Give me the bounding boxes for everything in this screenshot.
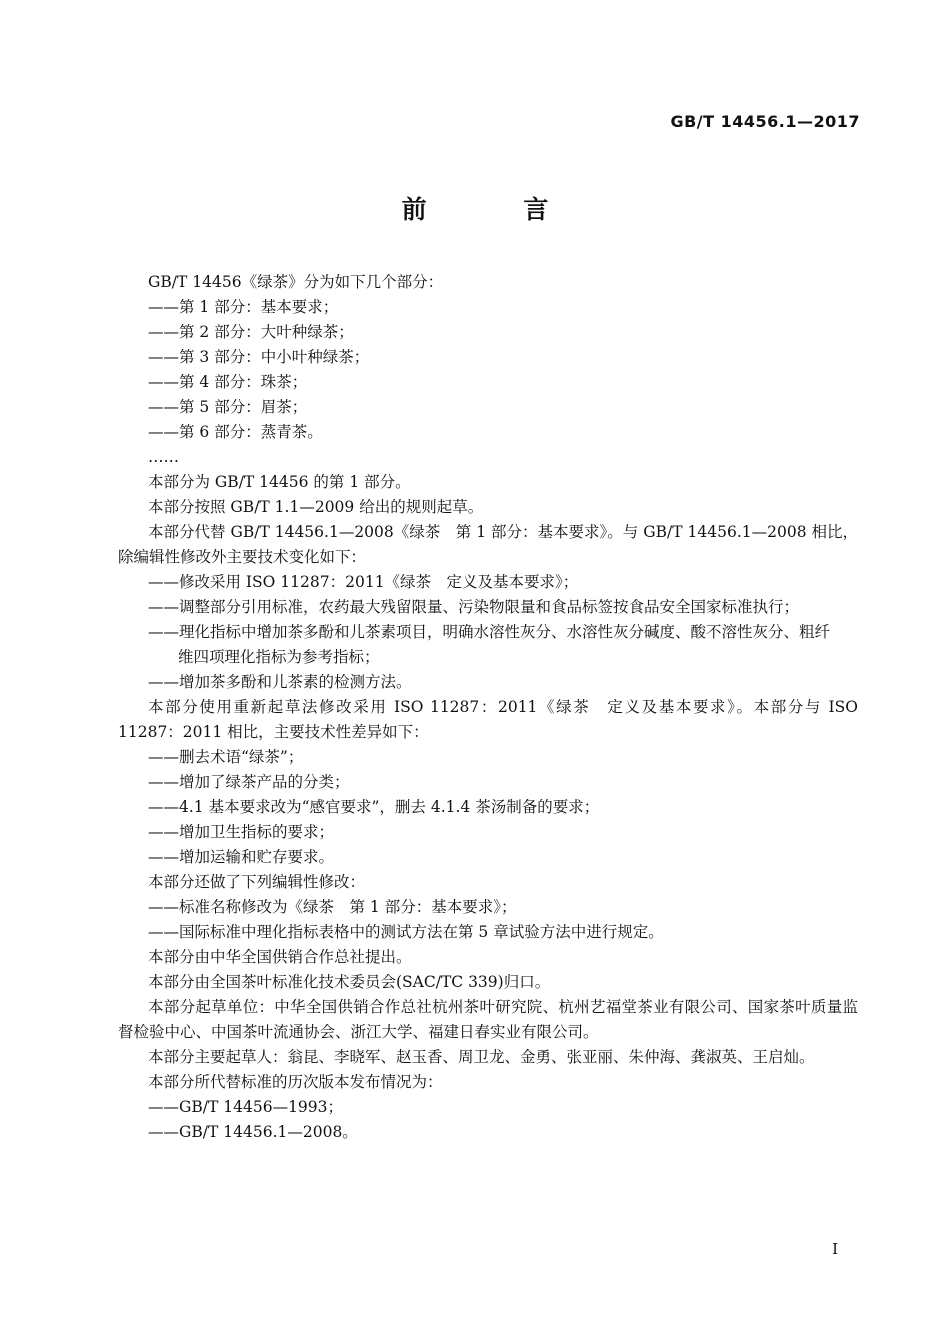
list-item: ——GB/T 14456—1993； [148,1098,344,1116]
paragraph: 本部分使用重新起草法修改采用 ISO 11287：2011《绿茶 定义及基本要求》。本部分与 ISO 11287：2011 相比，主要技术性差异如下： [118,698,858,741]
paragraph: GB/T 14456《绿茶》分为如下几个部分： [148,273,444,291]
list-item: ——增加茶多酚和儿茶素的检测方法。 [148,673,412,691]
list-item: ——调整部分引用标准，农药最大残留限量、污染物限量和食品标签按食品安全国家标准执行； [148,598,800,616]
paragraph: 本部分起草单位：中华全国供销合作总社杭州茶叶研究院、杭州艺福堂茶业有限公司、国家茶叶质量监督检验中心、中国茶叶流通协会、浙江大学、福建日春实业有限公司。 [118,998,858,1041]
list-item: ——理化指标中增加茶多酚和儿茶素项目，明确水溶性灰分、水溶性灰分碱度、酸不溶性灰分、粗纤 [148,623,831,641]
paragraph: 本部分由全国茶叶标准化技术委员会(SAC/TC 339)归口。 [148,973,551,991]
page-number: I [832,1240,838,1258]
standard-code-header: GB/T 14456.1—2017 [670,112,860,131]
paragraph: 本部分主要起草人：翁昆、李晓军、赵玉香、周卫龙、金勇、张亚丽、朱仲海、龚淑英、王启灿。 [148,1048,815,1066]
ellipsis: …… [148,448,179,466]
page-title: 前 言 [401,195,593,224]
paragraph: 本部分代替 GB/T 14456.1—2008《绿茶 第 1 部分：基本要求》。与 GB/T 14456.1—2008 相比，除编辑性修改外主要技术变化如下： [118,523,858,566]
list-item: ——第 3 部分：中小叶种绿茶； [148,348,370,366]
list-item: ——第 1 部分：基本要求； [148,298,339,316]
list-item: ——4.1 基本要求改为“感官要求”，删去 4.1.4 茶汤制备的要求； [148,798,600,816]
list-item: ——删去术语“绿茶”； [148,748,304,766]
list-item: ——第 6 部分：蒸青茶。 [148,423,323,441]
list-item: ——第 2 部分：大叶种绿茶； [148,323,354,341]
list-item: ——增加卫生指标的要求； [148,823,335,841]
list-item: ——第 5 部分：眉茶； [148,398,308,416]
list-item: ——标准名称修改为《绿茶 第 1 部分：基本要求》； [148,898,517,916]
paragraph-wrapper [118,995,858,1045]
list-item: ——修改采用 ISO 11287：2011《绿茶 定义及基本要求》； [148,573,579,591]
paragraph: 本部分所代替标准的历次版本发布情况为： [148,1073,443,1091]
list-item: ——GB/T 14456.1—2008。 [148,1123,358,1141]
paragraph: 本部分按照 GB/T 1.1—2009 给出的规则起草。 [148,498,484,516]
paragraph-wrapper [118,520,858,570]
foreword-body [118,270,858,1145]
list-item: ——增加了绿茶产品的分类； [148,773,350,791]
list-item: ——增加运输和贮存要求。 [148,848,335,866]
paragraph-wrapper [118,695,858,745]
list-item: ——国际标准中理化指标表格中的测试方法在第 5 章试验方法中进行规定。 [148,923,664,941]
list-item: ——第 4 部分：珠茶； [148,373,308,391]
paragraph: 本部分为 GB/T 14456 的第 1 部分。 [148,473,411,491]
paragraph: 本部分由中华全国供销合作总社提出。 [148,948,412,966]
list-item-continuation: 维四项理化指标为参考指标； [178,648,380,666]
paragraph: 本部分还做了下列编辑性修改： [148,873,366,891]
